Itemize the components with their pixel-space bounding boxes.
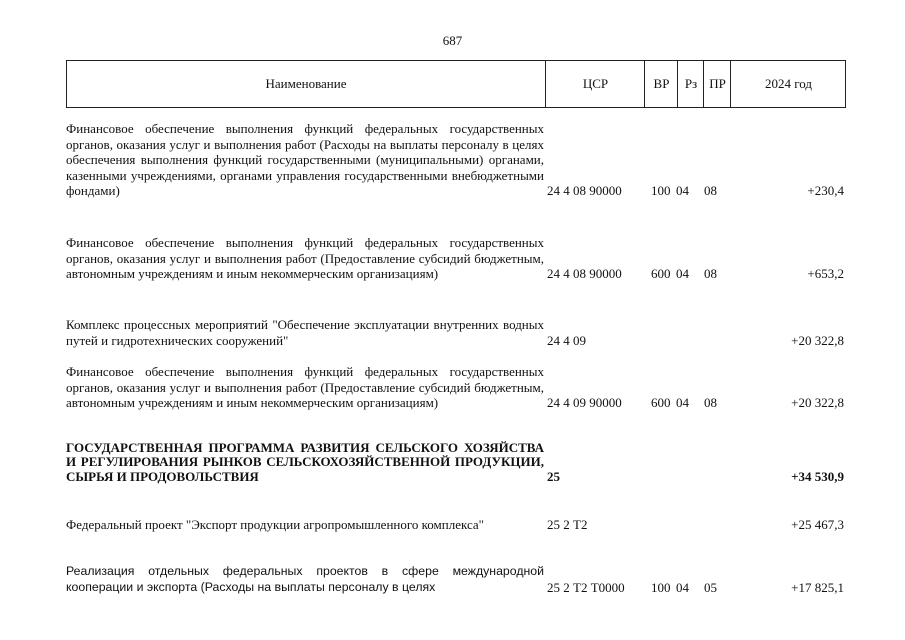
row-pr: 05 (704, 579, 717, 595)
table-row (66, 364, 846, 411)
row-vr: 100 (651, 183, 671, 199)
row-vr: 600 (651, 266, 671, 282)
row-csr: 24 4 09 (547, 332, 586, 348)
row-csr: 25 2 Т2 Т0000 (547, 579, 625, 595)
table-row (66, 235, 846, 282)
row-pr: 08 (704, 266, 717, 282)
header-pr: ПР (703, 61, 731, 107)
row-amount: +20 322,8 (791, 332, 844, 348)
row-name: Финансовое обеспечение выполнения функций федеральных государственных органов, оказания услуг и выполнения работ (Предоставление субсидий бюджетным, автономным учреждениям и иным некоммерческим организациям) (66, 364, 544, 411)
row-pr: 08 (704, 395, 717, 411)
row-name: Финансовое обеспечение выполнения функций федеральных государственных органов, оказания услуг и выполнения работ (Предоставление субсидий бюджетным, автономным учреждениям и иным некоммерческим организациям) (66, 235, 544, 282)
header-year: 2024 год (730, 61, 846, 107)
table-header (66, 60, 846, 108)
row-rz: 04 (676, 183, 689, 199)
row-name: Федеральный проект "Экспорт продукции агропромышленного комплекса" (66, 517, 484, 532)
row-csr: 25 2 Т2 (547, 517, 588, 532)
table-row (66, 517, 846, 533)
header-name: Наименование (265, 76, 347, 91)
row-amount: +17 825,1 (791, 579, 844, 595)
row-pr: 08 (704, 183, 717, 199)
row-rz: 04 (676, 395, 689, 411)
row-amount: +653,2 (807, 266, 844, 282)
header-rz: Рз (677, 61, 704, 107)
header-vr: ВР (644, 61, 678, 107)
table-row (66, 317, 846, 348)
row-csr: 24 4 09 90000 (547, 395, 622, 411)
row-vr: 600 (651, 395, 671, 411)
row-csr: 25 (547, 468, 560, 484)
page-number: 687 (442, 33, 463, 48)
table-row (66, 564, 846, 595)
row-name: Финансовое обеспечение выполнения функций федеральных государственных органов, оказания услуг и выполнения работ (Расходы на выплаты персоналу в целях обеспечения выполнения функций государственными (муниципальными) органами, казенными учреждениями, органами управления государственными внебюджетными фондами) (66, 121, 544, 199)
row-vr: 100 (651, 579, 671, 595)
row-amount: +34 530,9 (791, 468, 844, 484)
row-csr: 24 4 08 90000 (547, 183, 622, 199)
row-name: Реализация отдельных федеральных проектов в сфере международной кооперации и экспорта (Расходы на выплаты персоналу в целях (66, 564, 544, 594)
row-amount: +20 322,8 (791, 395, 844, 411)
row-name: ГОСУДАРСТВЕННАЯ ПРОГРАММА РАЗВИТИЯ СЕЛЬСКОГО ХОЗЯЙСТВА И РЕГУЛИРОВАНИЯ РЫНКОВ СЕЛЬСКОХОЗЯЙСТВЕННОЙ ПРОДУКЦИИ, СЫРЬЯ И ПРОДОВОЛЬСТВИЯ (66, 440, 544, 484)
row-rz: 04 (676, 579, 689, 595)
table-row (66, 121, 846, 199)
row-csr: 24 4 08 90000 (547, 266, 622, 282)
header-csr: ЦСР (545, 61, 645, 107)
row-rz: 04 (676, 266, 689, 282)
table-row-program (66, 441, 846, 484)
row-amount: +25 467,3 (791, 517, 844, 532)
row-amount: +230,4 (807, 183, 844, 199)
row-name: Комплекс процессных мероприятий "Обеспечение эксплуатации внутренних водных путей и гидротехнических сооружений" (66, 317, 544, 348)
